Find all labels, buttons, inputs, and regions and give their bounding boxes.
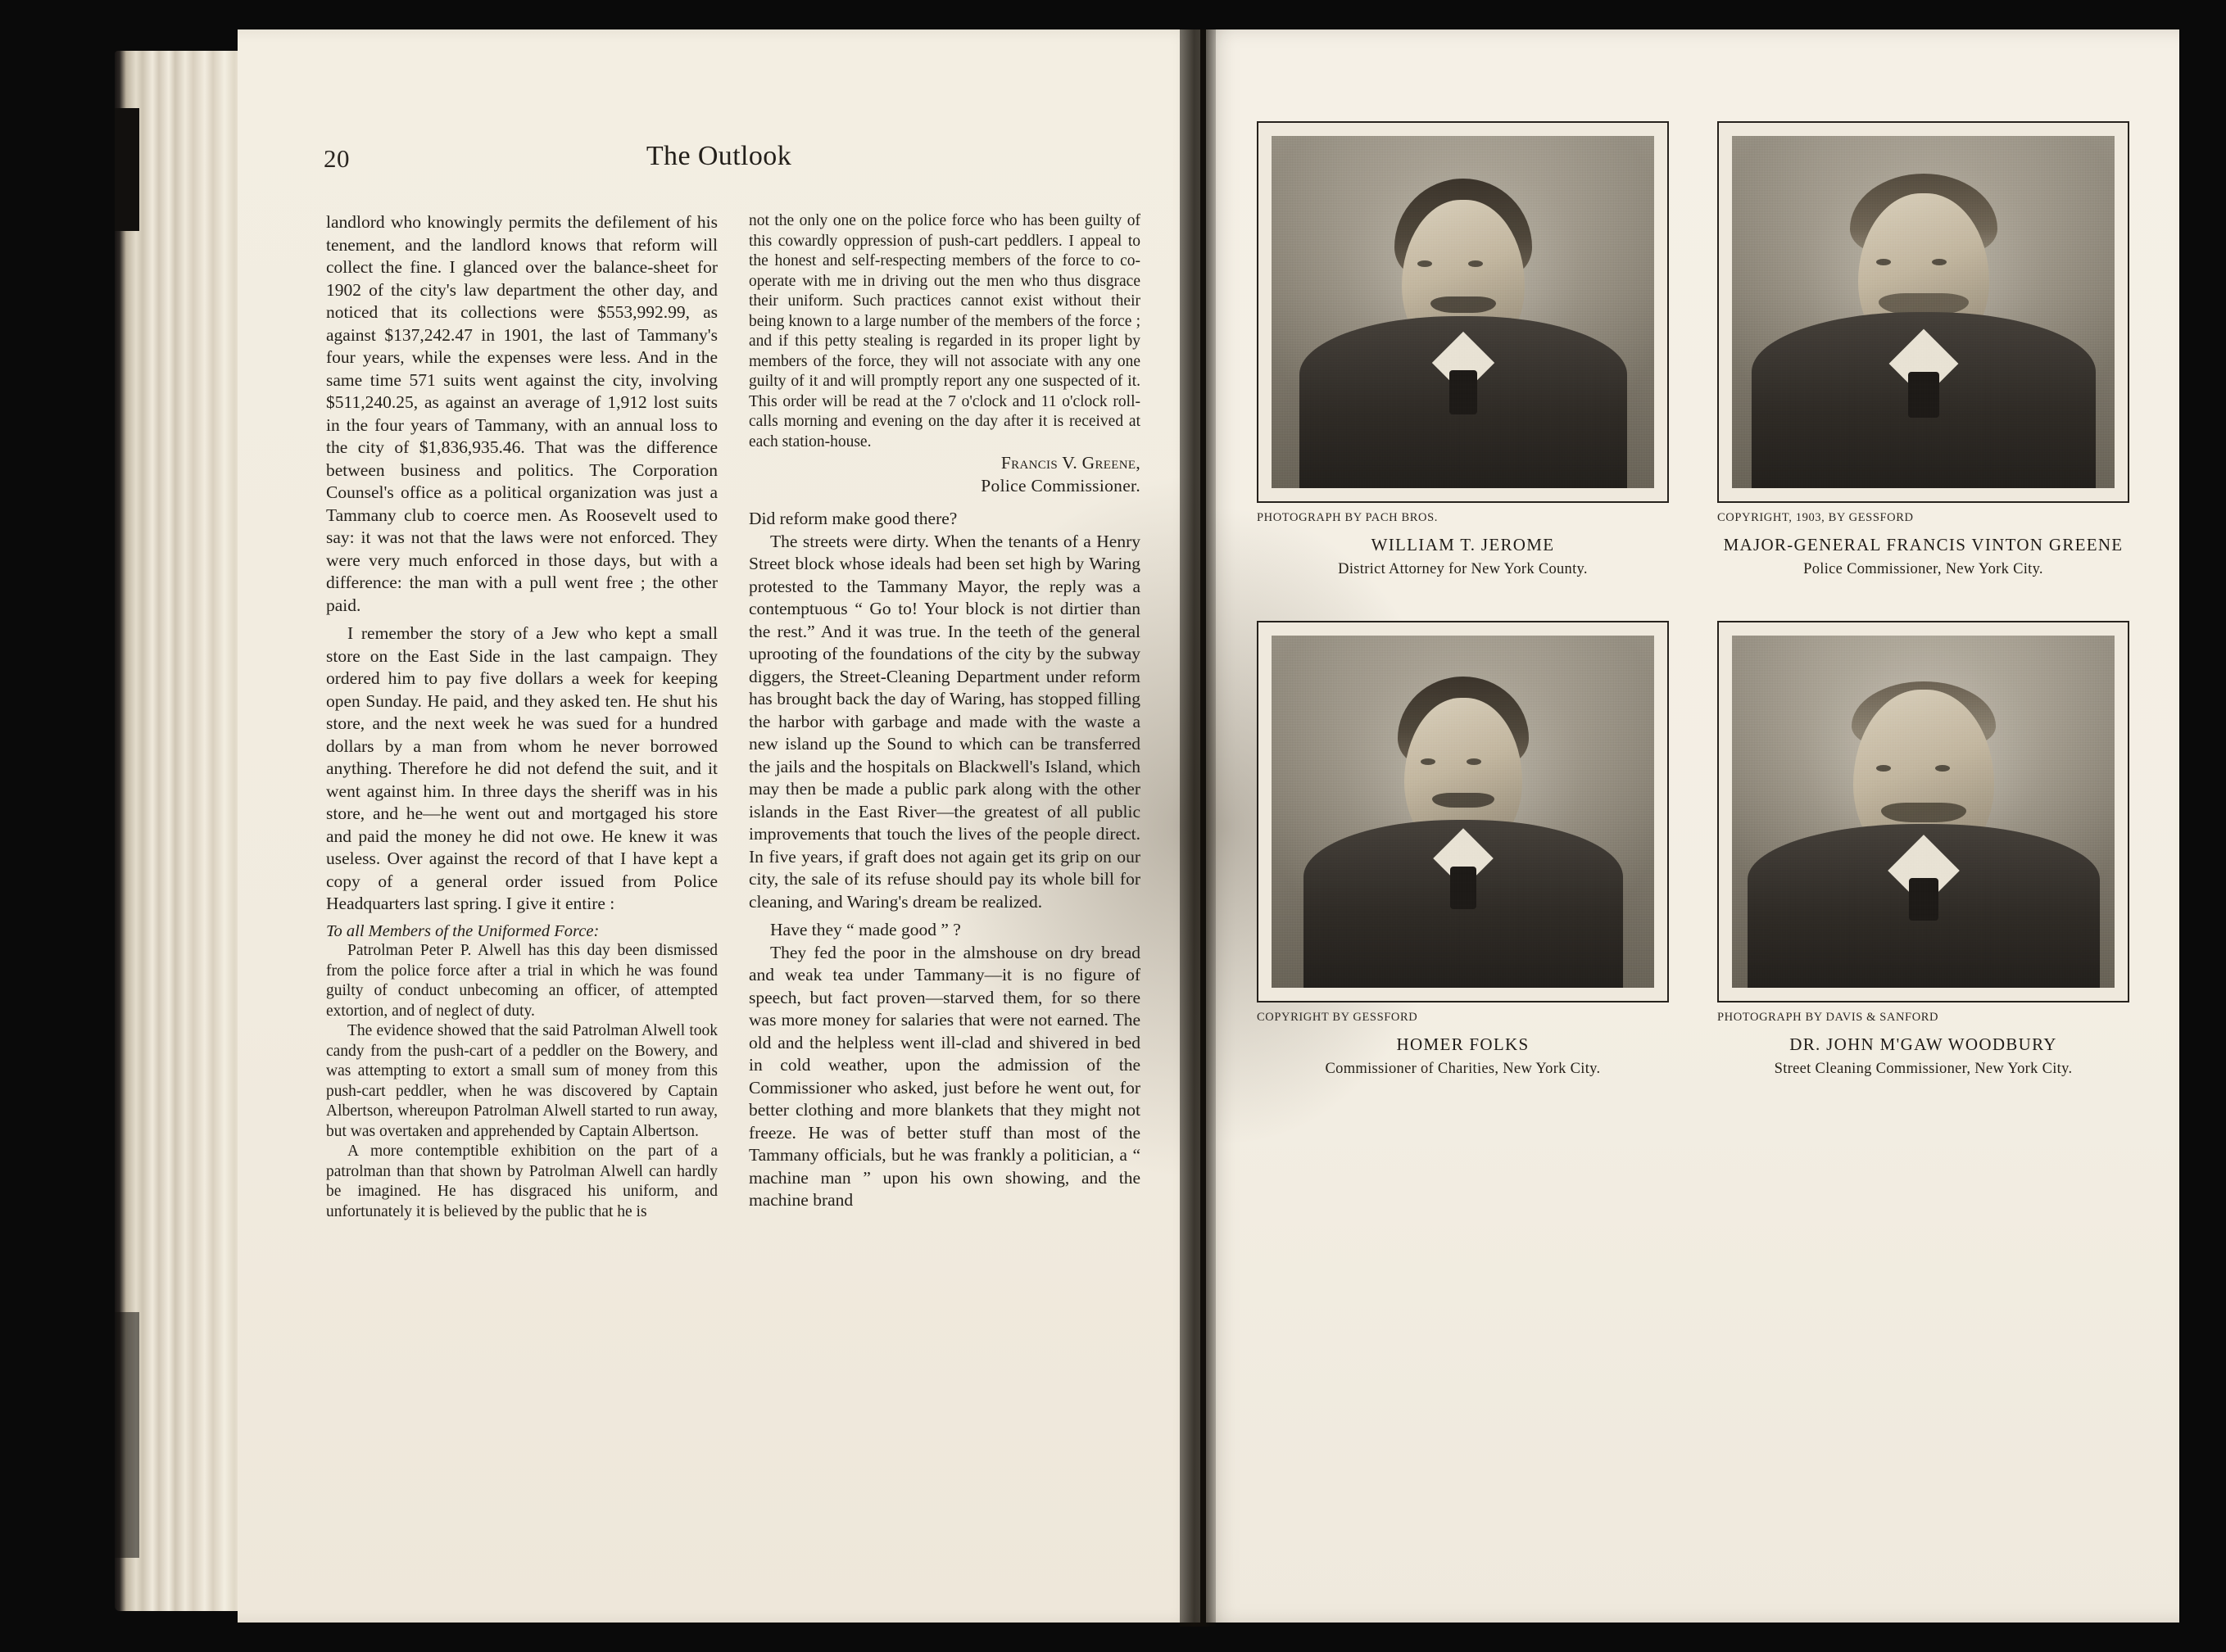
paragraph: The streets were dirty. When the tenants of a Henry Street block whose ideals had been set high by Waring protested to the Tammany Mayor, the reply was a contemptuous “ Go to! Your block is not dirtier than the rest.” And it was true. In the teeth of the general uprooting of the foundations of the city by the subway diggers, the Street-Cleaning Department under reform has brought back the day of Waring, has stopped filling the harbor with garbage and made with the waste a new island up the Sound to which can be transferred the jails and the hospitals on Blackwell's Island, which may then be made a public park along with the other islands in the East River—the greatest of all public improvements that touch the lives of the people direct. In five years, if graft does not again get its grip on our city, the sale of its refuse should pay its whole bill for cleaning, and Waring's dream be realized. (749, 531, 1140, 912)
portrait-name: WILLIAM T. JEROME (1371, 535, 1555, 554)
paragraph: landlord who knowingly permits the defilement of his tenement, and the landlord knows that reform will collect the fine. I glanced over the balance-sheet for 1902 of the city's law department the other day, and noticed that its collections were $553,992.99, as against $137,242.47 in 1901, the last of Tammany's four years, while the expenses were less. And in the same time 571 suits went against the city, involving $511,240.25, as against an average of 1,912 lost suits in the four years of Tammany, with an annual loss to the city of $1,836,935.46. That was the difference between business and politics. The Corporation Counsel's office as a political organization was just a Tammany club to coerce men. As Roosevelt used to say: it was not that the laws were not enforced. They were very much enforced in those days, but with a difference: the man with a pull went free ; the other paid. (326, 212, 718, 615)
book-gutter-shadow (1180, 29, 1216, 1627)
portrait-plate-woodbury (1717, 621, 2129, 1078)
signature-name (749, 452, 1140, 475)
signature-title: Police Commissioner. (981, 475, 1140, 496)
signature-name-text: Francis V. Greene, (1000, 453, 1140, 473)
page-number: 20 (324, 144, 350, 173)
portrait-role: Street Cleaning Commissioner, New York City. (1774, 1061, 2073, 1077)
portrait-role: Police Commissioner, New York City. (1803, 561, 2043, 577)
paragraph: They fed the poor in the almshouse on dry bread and weak tea under Tammany—it is no figure of speech, but fact proven—starved them, for so there was more money for salaries that were not earned. The old and the helpless went ill-clad and shivered in bed in cold weather, upon the admission of the Commissioner who asked, just before he went out, for better clothing and more blankets that they might not freeze. He was of better stuff than most of the Tammany officials, but he was frankly a politician, a “ machine man ” upon his own showing, and the machine brand (749, 942, 1140, 1210)
edge-tab-lower (115, 1312, 139, 1558)
portrait-plates (1257, 121, 2129, 1078)
column-two (749, 211, 1140, 1222)
photo-credit: PHOTOGRAPH BY DAVIS & SANFORD (1717, 1011, 1939, 1024)
paragraph: Patrolman Peter P. Alwell has this day been dismissed from the police force after a trial in which he was found guilty of conduct unbecoming an officer, of attempted extortion, and of neglect of duty. (326, 942, 718, 1020)
paragraph: A more contemptible exhibition on the part of a patrolman than that shown by Patrolman Alwell can hardly be imagined. He has disgraced his uniform, and unfortunately it is believed by the public that he is (326, 1143, 718, 1220)
paragraph: Did reform make good there? (749, 509, 958, 528)
open-book (115, 29, 2179, 1627)
portrait-plate-jerome (1257, 121, 1669, 578)
paragraph: I remember the story of a Jew who kept a small store on the East Side in the last campaign. They ordered him to pay five dollars a week for keeping open Sunday. He paid, and they asked ten. He shut his store, and the next week he was sued for a hundred dollars by a man from whom he never borrowed anything. Therefore he did not defend the suit, and it went against him. In three days the sheriff was in his store, and he—he went out and mortgaged his store and paid the money he did not owe. He knew it was useless. Over against the record of that I have kept a copy of a general order issued from Police Headquarters last spring. I give it entire : (326, 623, 718, 913)
text-columns (326, 211, 1141, 1222)
left-page (238, 29, 1200, 1623)
portrait-plate-greene (1717, 121, 2129, 578)
portrait-photo-folks (1272, 636, 1654, 988)
photo-credit: PHOTOGRAPH BY PACH BROS. (1257, 511, 1438, 524)
portrait-photo-greene (1732, 136, 2115, 488)
police-order-block (326, 921, 718, 1223)
paragraph: not the only one on the police force who has been guilty of this cowardly oppression of push-cart peddlers. I appeal to the honest and self-respecting members of the force to co-operate with me in driving out the men who thus disgrace their uniform. Such practices cannot exist without their being known to a large number of the members of the force ; and if this petty stealing is regarded in its proper light by members of the force, they will not associate with any one guilty of it and will promptly report any one suspected of it. This order will be read at the 7 o'clock and 11 o'clock roll-calls morning and evening on the day after it is received at each station-house. (749, 212, 1140, 450)
order-heading: To all Members of the Uniformed Force: (326, 921, 600, 940)
edge-tab-upper (115, 108, 139, 231)
paragraph: The evidence showed that the said Patrolman Alwell took candy from the push-cart of a peddler on the Bowery, and was attempting to extort a small sum of money from this push-cart peddler, when he was discovered by Captain Albertson, whereupon Patrolman Alwell started to run away, but was overtaken and apprehended by Captain Albertson. (326, 1022, 718, 1140)
portrait-role: District Attorney for New York County. (1338, 561, 1588, 577)
running-title: The Outlook (646, 141, 792, 171)
plate-row-bottom (1257, 621, 2129, 1078)
paragraph: Have they “ made good ” ? (770, 920, 961, 939)
portrait-name: HOMER FOLKS (1396, 1034, 1530, 1054)
page-edge-stack (115, 51, 258, 1611)
portrait-name: MAJOR-GENERAL FRANCIS VINTON GREENE (1723, 535, 2124, 554)
portrait-role: Commissioner of Charities, New York City. (1325, 1061, 1601, 1077)
photo-frame (1717, 621, 2129, 1003)
photo-credit: COPYRIGHT BY GESSFORD (1257, 1011, 1418, 1024)
photo-frame (1257, 121, 1669, 503)
page-header (238, 141, 1200, 177)
photo-frame (1257, 621, 1669, 1003)
portrait-plate-folks (1257, 621, 1669, 1078)
column-one (326, 211, 718, 1222)
portrait-photo-jerome (1272, 136, 1654, 488)
portrait-photo-woodbury (1732, 636, 2115, 988)
photo-frame (1717, 121, 2129, 503)
right-page (1206, 29, 2179, 1623)
plate-row-top (1257, 121, 2129, 578)
photo-credit: COPYRIGHT, 1903, BY GESSFORD (1717, 511, 1914, 524)
police-order-continuation (749, 211, 1140, 452)
portrait-name: DR. JOHN M'GAW WOODBURY (1789, 1034, 2057, 1054)
